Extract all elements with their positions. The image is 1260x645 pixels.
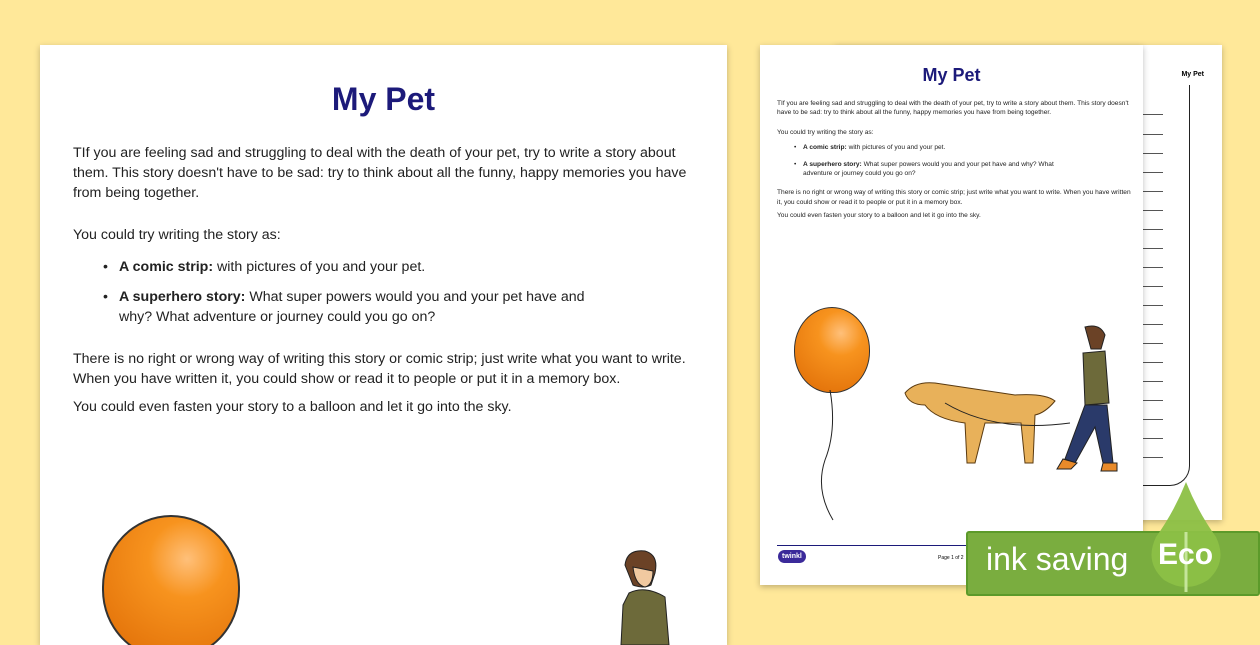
para-2-small: There is no right or wrong way of writing this story or comic strip; just write what you want to write. When you have written it, you could show or read it to people or put it in a memory box. (777, 189, 1131, 206)
bullet-text: with pictures of you and your pet. (846, 144, 946, 152)
para-2: There is no right or wrong way of writing this story or comic strip; just write what you want to write. When you have written it, you could show or read it to people or put it in a memory box. (73, 351, 686, 387)
page-title: My Pet (331, 81, 436, 117)
worksheet-page-1-preview (760, 45, 1143, 585)
worksheet-preview-large (40, 45, 727, 645)
bullet-text: What super powers would you and your pet have and why? What adventure or journey could you go on? (119, 289, 585, 325)
bullet-bold: A superhero story: (803, 160, 862, 168)
dog-walker-illustration (895, 323, 1135, 498)
list-item (777, 143, 1067, 152)
prompt-text: You could try writing the story as: (73, 227, 281, 243)
worksheet-text-small (777, 99, 1137, 221)
balloon-illustration (102, 515, 240, 645)
bullet-text: What super powers would you and your pet have and why? What adventure or journey could you go on? (803, 160, 1054, 178)
worksheet-text (73, 143, 713, 417)
intro-text-small: TIf you are feeling sad and struggling to deal with the death of your pet, try to write a story about them. This story doesn't have to be sad: try to think about all the funny, happy memories you have from being together. (777, 100, 1129, 117)
eco-label: Eco (1158, 538, 1214, 571)
bullet-bold: A comic strip: (119, 259, 214, 275)
bullet-bold: A superhero story: (119, 289, 246, 305)
page-title-small: My Pet (922, 65, 981, 85)
bullet-bold: A comic strip: (803, 144, 847, 152)
intro-text: TIf you are feeling sad and struggling to deal with the death of your pet, try to write a story about them. This story doesn't have to be sad: try to think about all the funny, happy memories you have from being together. (73, 145, 687, 201)
para-3-small: You could even fasten your story to a balloon and let it go into the sky. (777, 212, 981, 220)
bullet-text: with pictures of you and your pet. (213, 259, 426, 275)
para-3: You could even fasten your story to a balloon and let it go into the sky. (73, 399, 512, 415)
balloon-illustration-small (794, 307, 870, 393)
balloon-string (815, 390, 845, 525)
leaf-drop-icon (1148, 482, 1224, 592)
person-illustration (615, 545, 675, 645)
list-item (73, 257, 593, 277)
ink-saving-label: ink saving (986, 541, 1129, 577)
list-item (777, 160, 1067, 179)
page-number: Page 1 of 2 (938, 555, 964, 561)
prompt-text-small: You could try writing the story as: (777, 128, 874, 136)
page-2-title: My Pet (1181, 71, 1204, 78)
twinkl-logo: twinkl (778, 550, 806, 563)
list-item (73, 287, 593, 327)
bullet-list (73, 257, 593, 327)
bullet-list-small (777, 143, 1067, 178)
